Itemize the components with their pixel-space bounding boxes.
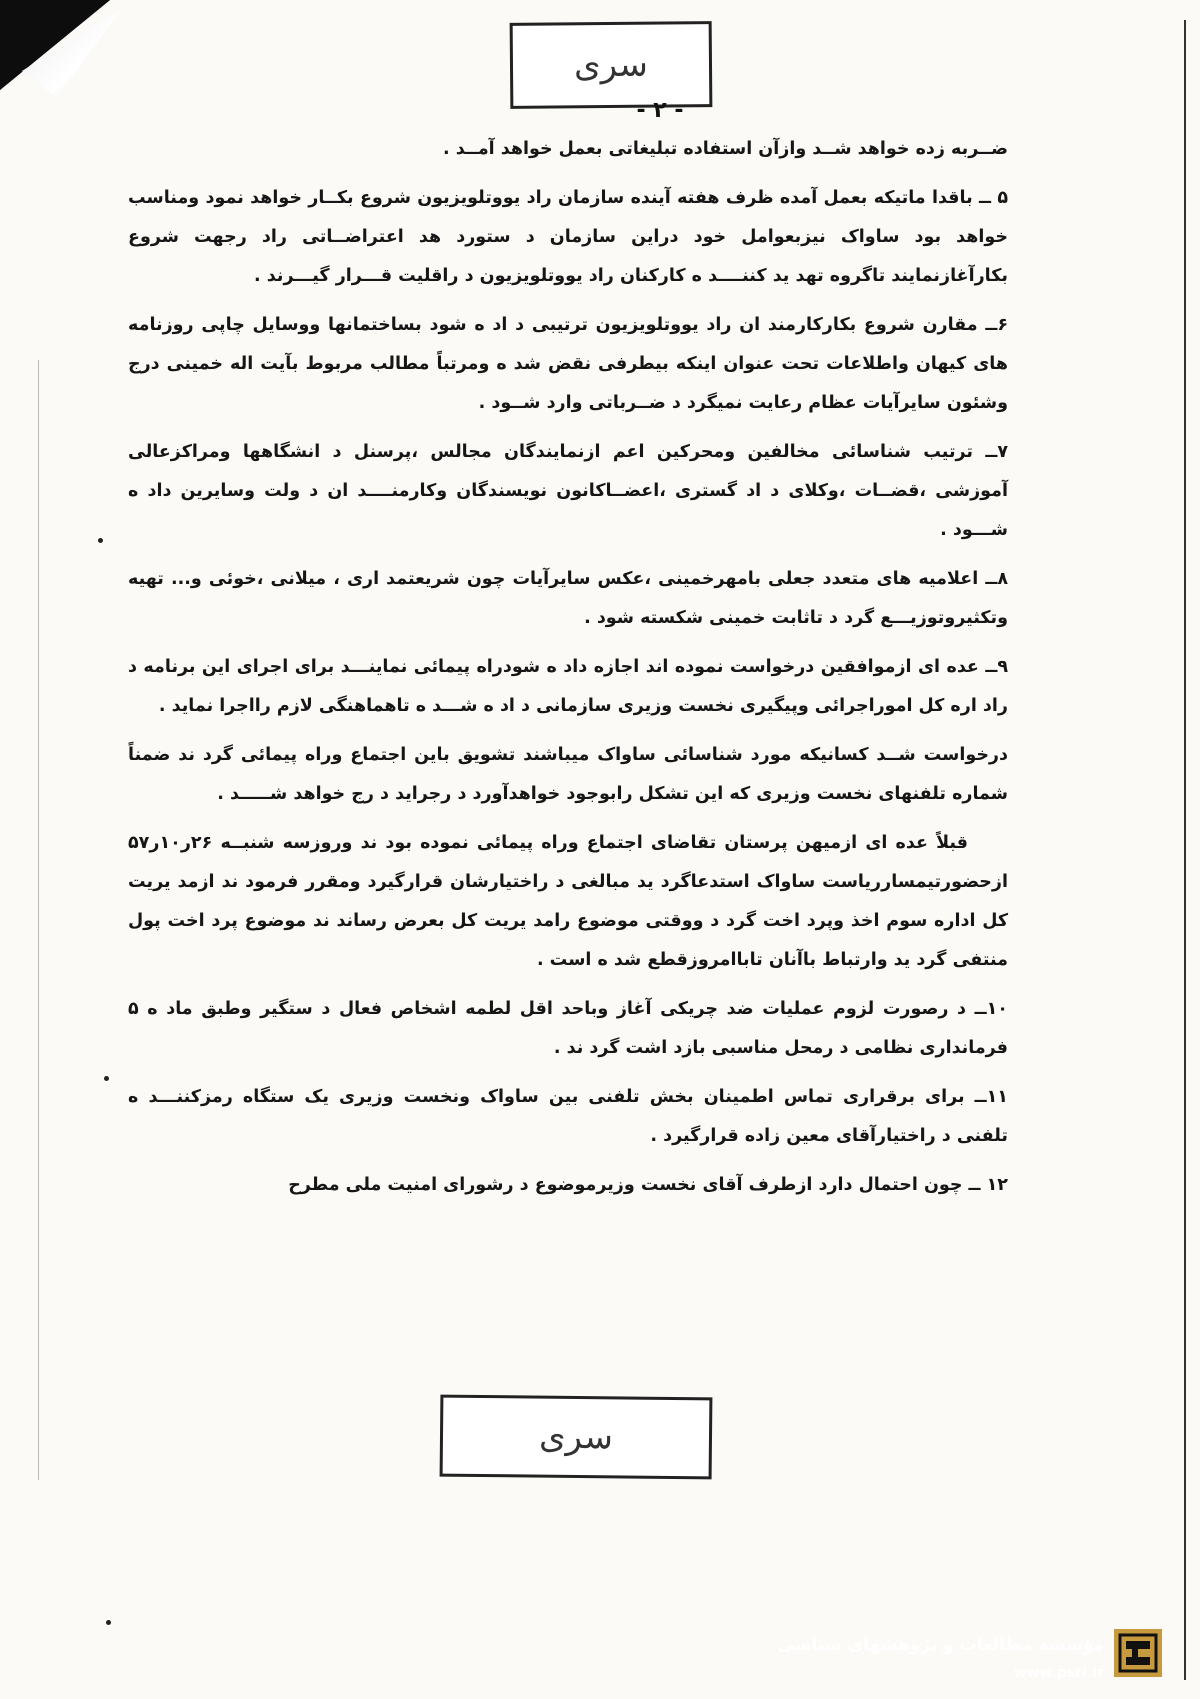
margin-line [38,360,39,1480]
paragraph-item-9: ۹ــ عده ای ازموافقین درخواست نموده اند اجازه داد ه شودراه پیمائی نماینـــد برای اجرای این برنامه د راد اره کل اموراجرائی وپیگیری نخست وزیری سازمانی د اد ه شـــد ه تاهماهنگی لازم رااجرا نماید . [128,657,1008,716]
paragraph-item-5: ۵ ــ باقدا ماتیکه بعمل آمده ظرف هفته آینده سازمان راد یووتلویزیون شروع بکــار خواهد نمود ومناسب خواهد بود ساواک نیزبعوامل خود دراین سازمان د ستورد هد اعتراضــاتی راد رجهت شروع بکارآغازنمایند تاگروه تهد ید کننــــد ه کارکنان راد یووتلویزیون د راقلیت قـــرار گیـــرند . [128,188,1008,286]
page-number: - ۲ - [636,98,684,123]
paragraph-continuation: ضــربه زده خواهد شــد وازآن استفاده تبلیغاتی بعمل خواهد آمــد . [443,139,1008,159]
page-edge-line [1184,20,1186,1680]
document-body [128,130,1008,1215]
watermark-name: مؤسسه مطالعات و پژوهشهای سیاسی [777,1635,1104,1655]
watermark-url: www.psri.ir [1013,1665,1104,1681]
paragraph-item-7: ۷ــ ترتیب شناسائی مخالفین ومحرکین اعم ازنمایندگان مجالس ،پرسنل د انشگاهها ومراکزعالی آموزشی ،قضــات ،وکلای د اد گستری ،اعضــاکانون نویسندگان وکارمنــــد ان د ولت وسایرین داد ه شـــود . [128,442,1008,540]
paragraph-item-10: ۱۰ــ د رصورت لزوم عملیات ضد چریکی آغاز وباحد اقل لطمه اشخاص فعال د ستگیر وطبق ماد ه ۵ فرمانداری نظامی د رمحل مناسبی بازد اشت گرد ند . [128,999,1008,1058]
paragraph-item-8: ۸ــ اعلامیه های متعدد جعلی بامهرخمینی ،عکس سایرآیات چون شریعتمد اری ، میلانی ،خوئی و... تهیه وتکثیروتوزیـــع گرد د تاثابت خمینی شکسته شود . [128,569,1008,628]
paragraph-previous: قبلاً عده ای ازمیهن پرستان تقاضای اجتماع وراه پیمائی نموده بود ند وروزسه شنبــه ۲۶ر۱۰ر۵۷ ازحضورتیمسارریاست ساواک استدعاگرد ید مبالغی د راختیارشان قرارگیرد ومقرر فرمود ند ازمد یریت کل اداره سوم اخذ وپرد اخت گرد د ووقتی موضوع رامد یریت کل بعرض رساند ند موضوع پرد اخت پول منتفی گرد ید وارتباط باآنان تاباامروزقطع شد ه است . [128,833,1008,970]
speck [106,1620,111,1625]
stamp-text: سری [573,44,649,86]
paragraph-item-6: ۶ــ مقارن شروع بکارکارمند ان راد یووتلویزیون ترتیبی د اد ه شود بساختمانها ووسایل چاپی روزنامه های کیهان واطلاعات تحت عنوان اینکه بیطرفی نقض شد ه ومرتباً مطالب مربوط بآیت اله خمینی درج وشئون سایرآیات عظام رعایت نمیگرد د ضــرباتی وارد شــود . [128,315,1008,413]
classification-stamp-top [510,21,713,109]
speck [104,1076,109,1081]
stamp-text: سری [538,1416,614,1458]
classification-stamp-bottom [440,1395,713,1480]
paragraph-item-11: ۱۱ــ برای برقراری تماس اطمینان بخش تلفنی بین ساواک ونخست وزیری یک ستگاه رمزکننـــد ه تلفنی د راختیارآقای معین زاده قرارگیرد . [128,1087,1008,1146]
speck [98,538,103,543]
paragraph-item-12: ۱۲ ــ چون احتمال دارد ازطرف آقای نخست وزیرموضوع د رشورای امنیت ملی مطرح [288,1175,1008,1195]
paragraph-request: درخواست شــد کسانیکه مورد شناسائی ساواک میباشند تشویق باین اجتماع وراه پیمائی گرد ند ضمناً شماره تلفنهای نخست وزیری که این تشکل رابوجود خواهدآورد د رجراید د رج خواهد شـــــد . [128,745,1008,804]
psri-logo-icon [1114,1629,1162,1677]
